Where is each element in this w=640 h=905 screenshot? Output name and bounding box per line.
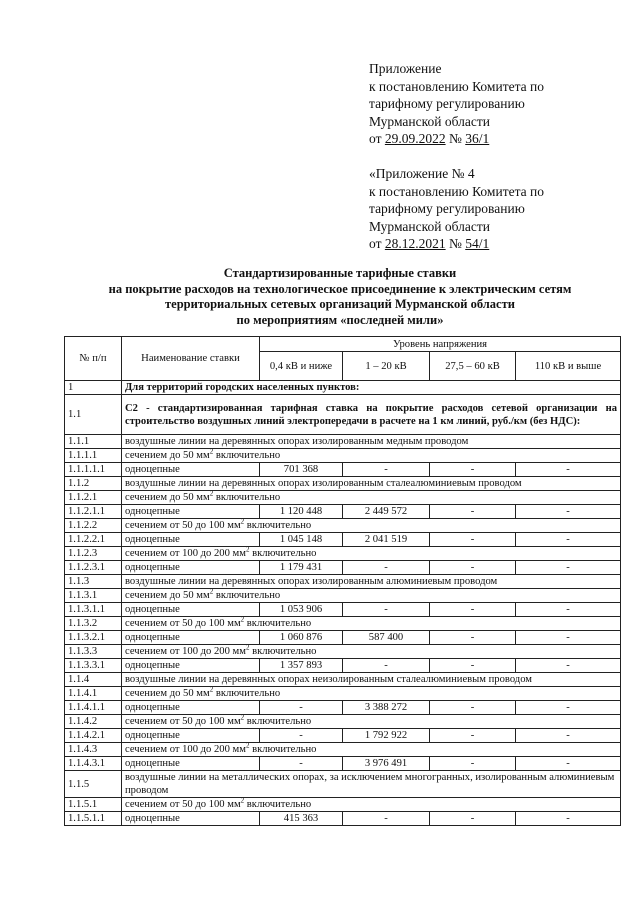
- superscript: 2: [240, 714, 245, 722]
- row-label-text: воздушные линии на металлических опорах, за исключением многогранных, изолированным алюминиевым проводом: [125, 772, 615, 796]
- appendix4-line: к постановлению Комитета по: [369, 183, 544, 199]
- rate-value-3: -: [516, 659, 621, 673]
- row-label: [122, 589, 621, 603]
- appendix4-line: Мурманской области: [369, 218, 490, 234]
- appendix-block: [369, 60, 544, 148]
- row-num: 1.1.3: [65, 575, 122, 589]
- header-num: № п/п: [65, 337, 122, 381]
- row-label: [122, 519, 621, 533]
- superscript: 2: [245, 742, 250, 750]
- row-label: [122, 798, 621, 812]
- row-num: 1.1.4.2: [65, 715, 122, 729]
- rate-value-0: -: [260, 701, 343, 715]
- row-num: 1.1.5.1: [65, 798, 122, 812]
- rate-value-2: -: [430, 533, 516, 547]
- rate-value-1: 3 976 491: [343, 757, 430, 771]
- row-label-suffix: включительно: [244, 716, 312, 727]
- row-num: 1.1.2: [65, 477, 122, 491]
- row-label-text: одноцепные: [125, 632, 180, 643]
- rate-value-0: 1 179 431: [260, 561, 343, 575]
- row-label: [122, 435, 621, 449]
- appendix-line: тарифному регулированию: [369, 96, 525, 111]
- row-label-suffix: включительно: [249, 646, 317, 657]
- row-label-text: одноцепные: [125, 702, 180, 713]
- number-prefix: №: [445, 131, 466, 146]
- table-row: [65, 701, 621, 715]
- superscript: 2: [209, 448, 214, 456]
- superscript: 2: [240, 616, 245, 624]
- rate-value-0: 1 053 906: [260, 603, 343, 617]
- row-label: [122, 575, 621, 589]
- header-voltage-0: 0,4 кВ и ниже: [260, 352, 343, 381]
- row-label-suffix: включительно: [213, 492, 281, 503]
- number-prefix: №: [445, 236, 466, 251]
- row-num: 1.1.1.1: [65, 449, 122, 463]
- date-prefix: от: [369, 131, 385, 146]
- rate-value-2: -: [430, 701, 516, 715]
- table-row: [65, 435, 621, 449]
- appendix4-block: [369, 165, 544, 253]
- row-label-suffix: включительно: [249, 744, 317, 755]
- rate-value-1: 1 792 922: [343, 729, 430, 743]
- superscript: 2: [245, 546, 250, 554]
- rate-value-2: -: [430, 729, 516, 743]
- table-row: [65, 449, 621, 463]
- rate-value-1: -: [343, 812, 430, 826]
- row-label-suffix: включительно: [244, 799, 312, 810]
- row-num: 1: [65, 381, 122, 395]
- rate-value-0: 1 060 876: [260, 631, 343, 645]
- table-row: [65, 743, 621, 757]
- rate-value-3: -: [516, 561, 621, 575]
- row-num: 1.1.4.1: [65, 687, 122, 701]
- rate-value-0: 701 368: [260, 463, 343, 477]
- header-voltage-3: 110 кВ и выше: [516, 352, 621, 381]
- rate-value-2: -: [430, 603, 516, 617]
- document-title: [60, 266, 620, 328]
- row-label-text: одноцепные: [125, 758, 180, 769]
- rate-value-0: 415 363: [260, 812, 343, 826]
- row-label: [122, 659, 260, 673]
- rate-value-3: -: [516, 463, 621, 477]
- appendix-date-line: [369, 130, 544, 148]
- table-row: [65, 561, 621, 575]
- table-row: [65, 729, 621, 743]
- rate-value-2: -: [430, 505, 516, 519]
- appendix-line: Приложение: [369, 61, 442, 76]
- header-voltage-1: 1 – 20 кВ: [343, 352, 430, 381]
- row-label-text: одноцепные: [125, 604, 180, 615]
- row-label: [122, 645, 621, 659]
- table-row: [65, 757, 621, 771]
- row-label-suffix: включительно: [249, 548, 317, 559]
- row-label-text: сечением от 50 до 100 мм: [125, 799, 241, 810]
- rate-value-3: -: [516, 631, 621, 645]
- appendix4-number: 54/1: [465, 236, 490, 251]
- rate-value-3: -: [516, 701, 621, 715]
- rate-value-3: -: [516, 533, 621, 547]
- row-num: 1.1: [65, 395, 122, 435]
- row-num: 1.1.4: [65, 673, 122, 687]
- row-label: [122, 812, 260, 826]
- row-label-text: одноцепные: [125, 730, 180, 741]
- row-label: [122, 547, 621, 561]
- table-row: [65, 715, 621, 729]
- row-label-text: одноцепные: [125, 660, 180, 671]
- row-label-text: одноцепные: [125, 562, 180, 573]
- rate-value-2: -: [430, 561, 516, 575]
- row-label-text: воздушные линии на деревянных опорах неизолированным сталеалюминиевым проводом: [125, 674, 533, 685]
- table-row: [65, 477, 621, 491]
- table-row: [65, 603, 621, 617]
- row-label: [122, 491, 621, 505]
- row-label: [122, 463, 260, 477]
- row-label: [122, 603, 260, 617]
- rate-value-3: -: [516, 603, 621, 617]
- row-label-text: сечением от 50 до 100 мм: [125, 618, 241, 629]
- superscript: 2: [209, 490, 214, 498]
- row-label-text: одноцепные: [125, 534, 180, 545]
- superscript: 2: [240, 797, 245, 805]
- row-label: [122, 757, 260, 771]
- row-label: [122, 505, 260, 519]
- subsection-row: [65, 395, 621, 435]
- row-label-suffix: включительно: [213, 688, 281, 699]
- row-label-text: воздушные линии на деревянных опорах изолированным алюминиевым проводом: [125, 576, 498, 587]
- rate-value-1: 2 449 572: [343, 505, 430, 519]
- table-row: [65, 589, 621, 603]
- table-row: [65, 645, 621, 659]
- date-prefix: от: [369, 236, 385, 251]
- rate-value-0: 1 045 148: [260, 533, 343, 547]
- row-label: [122, 631, 260, 645]
- row-num: 1.1.3.1: [65, 589, 122, 603]
- row-label-text: сечением до 50 мм: [125, 590, 210, 601]
- row-num: 1.1.5: [65, 771, 122, 798]
- rate-value-1: -: [343, 659, 430, 673]
- appendix-line: к постановлению Комитета по: [369, 78, 544, 94]
- row-label: [122, 673, 621, 687]
- superscript: 2: [245, 644, 250, 652]
- rate-value-0: 1 357 893: [260, 659, 343, 673]
- rate-value-3: -: [516, 812, 621, 826]
- row-label: [122, 729, 260, 743]
- row-num: 1.1.3.2: [65, 617, 122, 631]
- table-row: [65, 575, 621, 589]
- title-line: по мероприятиям «последней мили»: [236, 312, 444, 327]
- row-label: [122, 715, 621, 729]
- rate-value-0: 1 120 448: [260, 505, 343, 519]
- row-num: 1.1.2.2: [65, 519, 122, 533]
- subsection-title: С2 - стандартизированная тарифная ставка на покрытие расходов сетевой организации на строительство воздушных линий электропередачи в расчете на 1 км линий, руб./км (без НДС):: [122, 395, 621, 435]
- row-num: 1.1.2.1.1: [65, 505, 122, 519]
- row-label-text: сечением от 50 до 100 мм: [125, 520, 241, 531]
- row-num: 1.1.2.3.1: [65, 561, 122, 575]
- row-num: 1.1.3.2.1: [65, 631, 122, 645]
- table-row: [65, 673, 621, 687]
- title-line: Стандартизированные тарифные ставки: [223, 266, 457, 280]
- row-label-text: сечением до 50 мм: [125, 450, 210, 461]
- row-num: 1.1.4.3: [65, 743, 122, 757]
- row-num: 1.1.3.3: [65, 645, 122, 659]
- rate-value-3: -: [516, 729, 621, 743]
- row-label-text: сечением до 50 мм: [125, 688, 210, 699]
- superscript: 2: [240, 518, 245, 526]
- rate-value-1: -: [343, 603, 430, 617]
- appendix4-date-line: [369, 235, 544, 253]
- row-num: 1.1.1.1.1: [65, 463, 122, 477]
- row-label: [122, 533, 260, 547]
- header-name: Наименование ставки: [122, 337, 260, 381]
- appendix-number: 36/1: [465, 131, 490, 146]
- rate-value-0: -: [260, 757, 343, 771]
- row-label-text: сечением до 50 мм: [125, 492, 210, 503]
- row-label: [122, 477, 621, 491]
- rate-value-1: 587 400: [343, 631, 430, 645]
- row-label-text: воздушные линии на деревянных опорах изолированным сталеалюминиевым проводом: [125, 478, 522, 489]
- table-row: [65, 687, 621, 701]
- appendix4-date: 28.12.2021: [384, 236, 446, 251]
- appendix4-line: «Приложение № 4: [369, 166, 475, 181]
- header-voltage-level: Уровень напряжения: [260, 337, 621, 352]
- table-row: [65, 659, 621, 673]
- table-row: [65, 631, 621, 645]
- table-row: [65, 463, 621, 477]
- row-label: [122, 449, 621, 463]
- rate-value-1: -: [343, 561, 430, 575]
- appendix-line: Мурманской области: [369, 113, 490, 129]
- rate-value-0: -: [260, 729, 343, 743]
- appendix4-line: тарифному регулированию: [369, 201, 525, 216]
- rate-value-2: -: [430, 757, 516, 771]
- rate-value-2: -: [430, 659, 516, 673]
- table-row: [65, 519, 621, 533]
- row-num: 1.1.5.1.1: [65, 812, 122, 826]
- title-line: территориальных сетевых организаций Мурманской области: [165, 297, 515, 311]
- row-label: [122, 701, 260, 715]
- table-row: [65, 771, 621, 798]
- row-label-text: сечением от 100 до 200 мм: [125, 548, 246, 559]
- rate-value-3: -: [516, 505, 621, 519]
- table-row: [65, 617, 621, 631]
- table-row: [65, 812, 621, 826]
- rate-value-2: -: [430, 631, 516, 645]
- row-num: 1.1.4.3.1: [65, 757, 122, 771]
- row-label-suffix: включительно: [244, 618, 312, 629]
- row-label-suffix: включительно: [213, 450, 281, 461]
- row-num: 1.1.4.1.1: [65, 701, 122, 715]
- row-label: [122, 743, 621, 757]
- tariff-table: [64, 336, 621, 826]
- rate-value-2: -: [430, 463, 516, 477]
- header-voltage-2: 27,5 – 60 кВ: [430, 352, 516, 381]
- table-row: [65, 491, 621, 505]
- rate-value-1: 2 041 519: [343, 533, 430, 547]
- row-label-text: сечением от 100 до 200 мм: [125, 646, 246, 657]
- row-num: 1.1.4.2.1: [65, 729, 122, 743]
- appendix-date: 29.09.2022: [384, 131, 446, 146]
- rate-value-3: -: [516, 757, 621, 771]
- row-label-suffix: включительно: [213, 590, 281, 601]
- row-label-text: одноцепные: [125, 813, 180, 824]
- row-label-text: сечением от 100 до 200 мм: [125, 744, 246, 755]
- section-title: Для территорий городских населенных пунктов:: [122, 381, 621, 395]
- section-row: [65, 381, 621, 395]
- rate-value-1: -: [343, 463, 430, 477]
- rate-value-2: -: [430, 812, 516, 826]
- row-label-text: одноцепные: [125, 506, 180, 517]
- row-label-suffix: включительно: [244, 520, 312, 531]
- table-row: [65, 505, 621, 519]
- title-line: на покрытие расходов на технологическое присоединение к электрическим сетям: [108, 281, 572, 296]
- row-num: 1.1.1: [65, 435, 122, 449]
- row-num: 1.1.3.1.1: [65, 603, 122, 617]
- table-row: [65, 533, 621, 547]
- row-label-text: сечением от 50 до 100 мм: [125, 716, 241, 727]
- row-label-text: воздушные линии на деревянных опорах изолированным медным проводом: [125, 436, 469, 447]
- row-num: 1.1.2.1: [65, 491, 122, 505]
- row-label-text: одноцепные: [125, 464, 180, 475]
- superscript: 2: [209, 588, 214, 596]
- row-label: [122, 561, 260, 575]
- superscript: 2: [209, 686, 214, 694]
- table-row: [65, 798, 621, 812]
- row-num: 1.1.3.3.1: [65, 659, 122, 673]
- row-num: 1.1.2.2.1: [65, 533, 122, 547]
- row-label: [122, 617, 621, 631]
- row-num: 1.1.2.3: [65, 547, 122, 561]
- rate-value-1: 3 388 272: [343, 701, 430, 715]
- row-label: [122, 771, 621, 798]
- row-label: [122, 687, 621, 701]
- table-row: [65, 547, 621, 561]
